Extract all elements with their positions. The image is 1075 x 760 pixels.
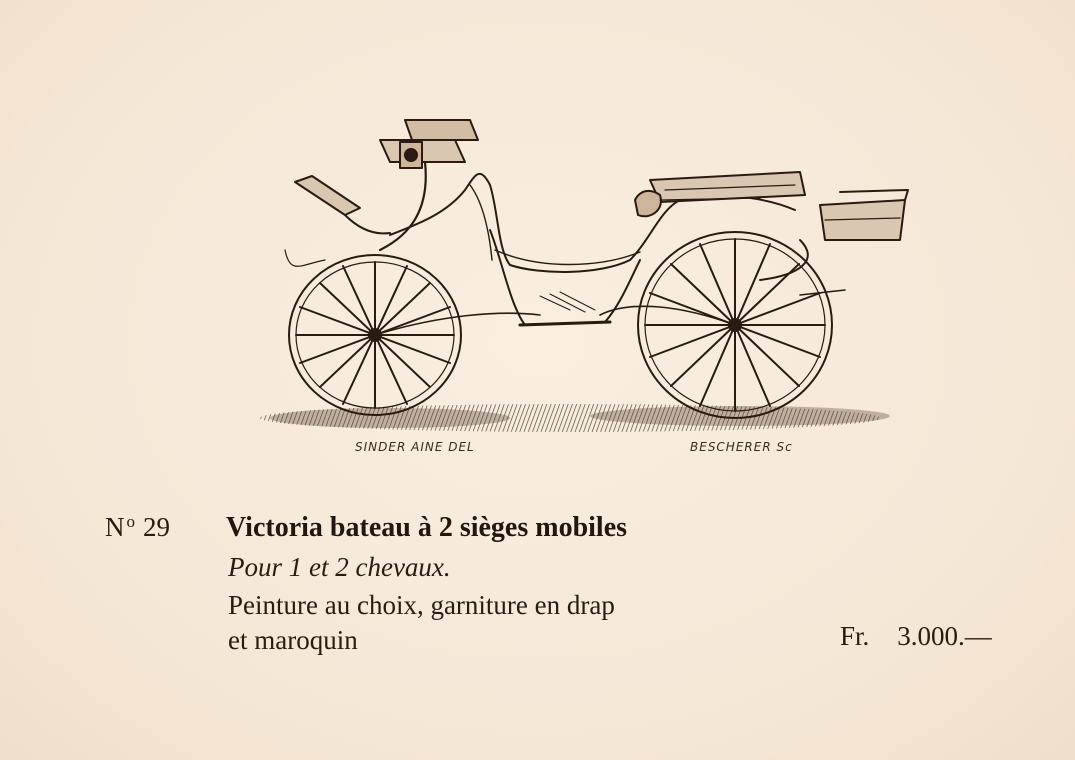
entry-title: Victoria bateau à 2 sièges mobiles (226, 512, 628, 543)
entry-price (840, 621, 992, 652)
entry-description (228, 588, 615, 658)
number-prefix: N (105, 512, 125, 542)
description-line-2: et maroquin (228, 625, 358, 655)
number-digits: 29 (143, 512, 170, 542)
entry-number (105, 512, 170, 543)
engraver-signature: BESCHERER Sc (690, 440, 793, 454)
number-superscript: o (126, 512, 135, 531)
artist-signature: SINDER AINE DEL (355, 440, 475, 454)
price-currency: Fr. (840, 621, 870, 651)
entry-subtitle: Pour 1 et 2 chevaux. (228, 552, 451, 582)
price-amount: 3.000.— (897, 621, 992, 651)
description-line-1: Peinture au choix, garniture en drap (228, 590, 615, 620)
